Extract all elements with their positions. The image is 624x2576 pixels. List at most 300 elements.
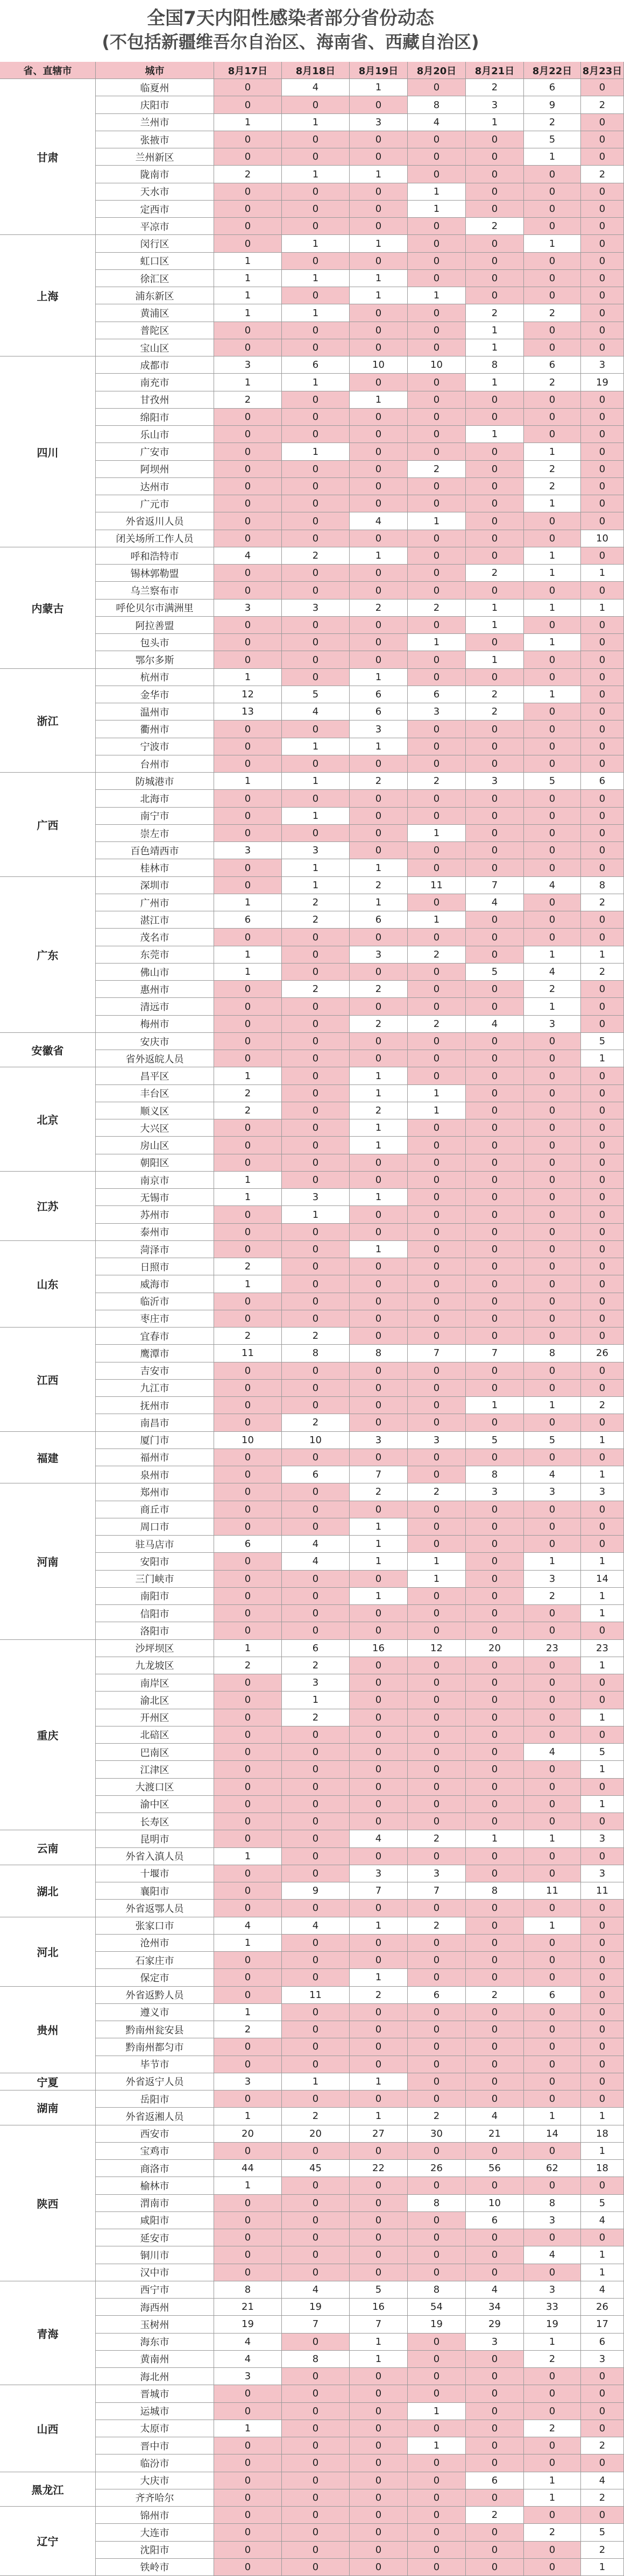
value-cell: 0 xyxy=(214,1900,282,1917)
value-cell: 0 xyxy=(581,1328,624,1345)
value-cell: 3 xyxy=(581,1865,624,1882)
value-cell: 0 xyxy=(524,1518,581,1536)
value-cell: 0 xyxy=(581,547,624,565)
value-cell: 0 xyxy=(466,1380,524,1397)
value-cell: 18 xyxy=(581,2125,624,2143)
city-cell: 晋城市 xyxy=(96,2385,214,2402)
value-cell: 0 xyxy=(214,808,282,825)
value-cell: 0 xyxy=(214,183,282,201)
city-cell: 玉树州 xyxy=(96,2316,214,2333)
value-cell: 0 xyxy=(282,512,350,530)
province-cell: 河北 xyxy=(0,1917,96,1987)
city-cell: 大渡口区 xyxy=(96,1779,214,1796)
value-cell: 0 xyxy=(408,617,466,634)
city-cell: 榆林市 xyxy=(96,2177,214,2194)
value-cell: 1 xyxy=(466,1397,524,1414)
value-cell: 22 xyxy=(350,2160,408,2177)
value-cell: 2 xyxy=(524,478,581,495)
value-cell: 0 xyxy=(466,461,524,478)
value-cell: 2 xyxy=(581,2437,624,2454)
value-cell: 0 xyxy=(466,2420,524,2437)
value-cell: 4 xyxy=(524,1744,581,1761)
value-cell: 0 xyxy=(466,2489,524,2507)
value-cell: 3 xyxy=(214,356,282,374)
province-cell: 陕西 xyxy=(0,2125,96,2281)
value-cell: 0 xyxy=(581,270,624,287)
value-cell: 0 xyxy=(581,720,624,738)
value-cell: 1 xyxy=(581,946,624,964)
city-cell: 沙坪坝区 xyxy=(96,1640,214,1657)
city-cell: 石家庄市 xyxy=(96,1952,214,1969)
value-cell: 0 xyxy=(466,755,524,773)
value-cell: 0 xyxy=(408,1154,466,1172)
value-cell: 0 xyxy=(214,2038,282,2056)
value-cell: 1 xyxy=(581,565,624,582)
value-cell: 2 xyxy=(282,911,350,929)
value-cell: 0 xyxy=(214,755,282,773)
value-cell: 0 xyxy=(524,2004,581,2021)
value-cell: 0 xyxy=(282,2472,350,2489)
column-header: 省、直辖市 xyxy=(0,62,96,79)
city-cell: 顺义区 xyxy=(96,1102,214,1119)
value-cell: 0 xyxy=(214,2212,282,2229)
value-cell: 0 xyxy=(408,1744,466,1761)
value-cell: 0 xyxy=(350,1414,408,1431)
value-cell: 0 xyxy=(350,634,408,651)
value-cell: 0 xyxy=(214,1605,282,1622)
value-cell: 0 xyxy=(524,2385,581,2402)
value-cell: 29 xyxy=(466,2316,524,2333)
value-cell: 0 xyxy=(350,2368,408,2385)
value-cell: 0 xyxy=(214,1553,282,1570)
value-cell: 1 xyxy=(350,1553,408,1570)
value-cell: 0 xyxy=(350,1571,408,1588)
value-cell: 0 xyxy=(282,1397,350,1414)
value-cell: 2 xyxy=(524,374,581,391)
value-cell: 0 xyxy=(282,1483,350,1501)
value-cell: 1 xyxy=(214,946,282,964)
value-cell: 0 xyxy=(214,1726,282,1744)
value-cell: 0 xyxy=(466,530,524,547)
value-cell: 0 xyxy=(282,148,350,166)
value-cell: 0 xyxy=(408,2472,466,2489)
value-cell: 0 xyxy=(581,2021,624,2038)
value-cell: 7 xyxy=(350,2316,408,2333)
value-cell: 2 xyxy=(581,964,624,981)
value-cell: 0 xyxy=(581,1987,624,2004)
value-cell: 0 xyxy=(408,478,466,495)
value-cell: 0 xyxy=(408,894,466,911)
city-cell: 郑州市 xyxy=(96,1483,214,1501)
value-cell: 0 xyxy=(282,2542,350,2559)
value-cell: 2 xyxy=(466,686,524,703)
value-cell: 10 xyxy=(581,530,624,547)
value-cell: 1 xyxy=(408,911,466,929)
province-cell: 黑龙江 xyxy=(0,2472,96,2507)
value-cell: 1 xyxy=(350,1085,408,1102)
value-cell: 1 xyxy=(524,443,581,460)
value-cell: 13 xyxy=(214,703,282,720)
value-cell: 0 xyxy=(581,738,624,755)
value-cell: 1 xyxy=(214,1172,282,1189)
value-cell: 0 xyxy=(466,166,524,183)
city-cell: 开州区 xyxy=(96,1709,214,1726)
city-cell: 海北州 xyxy=(96,2368,214,2385)
value-cell: 0 xyxy=(350,2472,408,2489)
value-cell: 0 xyxy=(350,218,408,235)
value-cell: 0 xyxy=(408,1397,466,1414)
value-cell: 1 xyxy=(214,270,282,287)
value-cell: 0 xyxy=(350,322,408,339)
value-cell: 0 xyxy=(581,495,624,512)
value-cell: 1 xyxy=(350,270,408,287)
value-cell: 6 xyxy=(524,356,581,374)
value-cell: 0 xyxy=(282,1033,350,1050)
value-cell: 0 xyxy=(282,825,350,842)
value-cell: 0 xyxy=(282,1605,350,1622)
value-cell: 0 xyxy=(282,582,350,599)
value-cell: 0 xyxy=(408,998,466,1015)
value-cell: 0 xyxy=(214,1241,282,1258)
value-cell: 0 xyxy=(466,1362,524,1380)
value-cell: 0 xyxy=(466,911,524,929)
value-cell: 0 xyxy=(466,1657,524,1674)
value-cell: 1 xyxy=(282,270,350,287)
city-cell: 南岸区 xyxy=(96,1674,214,1692)
value-cell: 0 xyxy=(214,1588,282,1605)
value-cell: 0 xyxy=(214,96,282,113)
value-cell: 0 xyxy=(350,374,408,391)
value-cell: 2 xyxy=(214,2021,282,2038)
value-cell: 0 xyxy=(581,1900,624,1917)
value-cell: 6 xyxy=(524,79,581,96)
value-cell: 0 xyxy=(524,2021,581,2038)
value-cell: 0 xyxy=(282,131,350,148)
city-cell: 鄂尔多斯 xyxy=(96,651,214,668)
value-cell: 0 xyxy=(466,1692,524,1709)
value-cell: 3 xyxy=(524,2212,581,2229)
city-cell: 宝鸡市 xyxy=(96,2143,214,2160)
city-cell: 福州市 xyxy=(96,1449,214,1466)
value-cell: 0 xyxy=(350,1674,408,1692)
value-cell: 0 xyxy=(350,1622,408,1639)
value-cell: 0 xyxy=(282,1761,350,1778)
value-cell: 1 xyxy=(214,1848,282,1865)
value-cell: 0 xyxy=(408,1310,466,1328)
value-cell: 0 xyxy=(282,720,350,738)
value-cell: 0 xyxy=(214,530,282,547)
value-cell: 3 xyxy=(581,1483,624,1501)
value-cell: 0 xyxy=(408,443,466,460)
value-cell: 2 xyxy=(282,547,350,565)
value-cell: 0 xyxy=(466,2559,524,2576)
value-cell: 0 xyxy=(524,1362,581,1380)
value-cell: 1 xyxy=(524,547,581,565)
value-cell: 0 xyxy=(350,2403,408,2420)
value-cell: 0 xyxy=(524,1536,581,1553)
value-cell: 0 xyxy=(466,1779,524,1796)
value-cell: 2 xyxy=(581,166,624,183)
value-cell: 3 xyxy=(581,356,624,374)
value-cell: 2 xyxy=(350,773,408,790)
value-cell: 2 xyxy=(524,981,581,998)
value-cell: 0 xyxy=(408,2351,466,2368)
value-cell: 0 xyxy=(214,2264,282,2281)
city-cell: 遵义市 xyxy=(96,2004,214,2021)
city-cell: 庆阳市 xyxy=(96,96,214,113)
value-cell: 0 xyxy=(408,409,466,426)
value-cell: 0 xyxy=(408,270,466,287)
value-cell: 3 xyxy=(524,2281,581,2299)
value-cell: 1 xyxy=(214,964,282,981)
value-cell: 0 xyxy=(408,1605,466,1622)
city-cell: 外省返湘人员 xyxy=(96,2108,214,2125)
value-cell: 0 xyxy=(282,1952,350,1969)
value-cell: 1 xyxy=(408,201,466,218)
city-cell: 兰州新区 xyxy=(96,148,214,166)
value-cell: 0 xyxy=(466,1969,524,1986)
value-cell: 0 xyxy=(282,1275,350,1293)
value-cell: 0 xyxy=(581,1779,624,1796)
value-cell: 0 xyxy=(581,79,624,96)
value-cell: 8 xyxy=(408,96,466,113)
value-cell: 0 xyxy=(350,1275,408,1293)
value-cell: 0 xyxy=(214,2246,282,2264)
value-cell: 5 xyxy=(466,964,524,981)
value-cell: 0 xyxy=(581,1380,624,1397)
value-cell: 0 xyxy=(282,2524,350,2541)
value-cell: 11 xyxy=(214,1345,282,1362)
value-cell: 0 xyxy=(524,1674,581,1692)
city-cell: 安庆市 xyxy=(96,1033,214,1050)
value-cell: 0 xyxy=(581,2454,624,2472)
value-cell: 0 xyxy=(214,461,282,478)
value-cell: 0 xyxy=(282,253,350,270)
city-cell: 南宁市 xyxy=(96,808,214,825)
value-cell: 1 xyxy=(214,1935,282,1952)
value-cell: 3 xyxy=(581,1830,624,1847)
value-cell: 0 xyxy=(282,287,350,304)
value-cell: 0 xyxy=(466,1293,524,1310)
value-cell: 0 xyxy=(214,235,282,252)
value-cell: 0 xyxy=(282,2195,350,2212)
value-cell: 0 xyxy=(408,2542,466,2559)
value-cell: 0 xyxy=(214,617,282,634)
value-cell: 0 xyxy=(282,1501,350,1518)
value-cell: 0 xyxy=(214,1987,282,2004)
value-cell: 1 xyxy=(581,2108,624,2125)
value-cell: 0 xyxy=(466,1172,524,1189)
value-cell: 1 xyxy=(350,1119,408,1137)
value-cell: 0 xyxy=(581,2420,624,2437)
city-cell: 外省返川人员 xyxy=(96,512,214,530)
value-cell: 1 xyxy=(408,634,466,651)
value-cell: 3 xyxy=(350,114,408,131)
city-cell: 昆明市 xyxy=(96,1830,214,1847)
value-cell: 1 xyxy=(524,1397,581,1414)
value-cell: 0 xyxy=(581,1275,624,1293)
value-cell: 0 xyxy=(350,183,408,201)
value-cell: 3 xyxy=(214,600,282,617)
value-cell: 20 xyxy=(282,2125,350,2143)
value-cell: 0 xyxy=(581,1449,624,1466)
value-cell: 0 xyxy=(581,1813,624,1830)
value-cell: 0 xyxy=(282,565,350,582)
value-cell: 0 xyxy=(466,183,524,201)
value-cell: 0 xyxy=(408,1119,466,1137)
value-cell: 0 xyxy=(466,1761,524,1778)
value-cell: 0 xyxy=(466,512,524,530)
value-cell: 0 xyxy=(466,391,524,409)
value-cell: 10 xyxy=(466,2195,524,2212)
value-cell: 0 xyxy=(282,1293,350,1310)
value-cell: 0 xyxy=(466,1310,524,1328)
value-cell: 0 xyxy=(524,2090,581,2108)
value-cell: 0 xyxy=(524,1848,581,1865)
value-cell: 0 xyxy=(466,929,524,946)
value-cell: 0 xyxy=(408,1380,466,1397)
value-cell: 0 xyxy=(282,2264,350,2281)
value-cell: 6 xyxy=(408,686,466,703)
value-cell: 8 xyxy=(282,1345,350,1362)
value-cell: 0 xyxy=(466,1328,524,1345)
province-cell: 湖南 xyxy=(0,2090,96,2125)
value-cell: 1 xyxy=(214,374,282,391)
city-cell: 乌兰察布市 xyxy=(96,582,214,599)
value-cell: 0 xyxy=(466,2385,524,2402)
value-cell: 1 xyxy=(350,1588,408,1605)
value-cell: 0 xyxy=(282,2403,350,2420)
city-cell: 咸阳市 xyxy=(96,2212,214,2229)
value-cell: 0 xyxy=(350,1657,408,1674)
value-cell: 0 xyxy=(350,2559,408,2576)
value-cell: 5 xyxy=(581,1744,624,1761)
value-cell: 0 xyxy=(524,1865,581,1882)
city-cell: 省外返皖人员 xyxy=(96,1050,214,1067)
value-cell: 0 xyxy=(350,2004,408,2021)
city-cell: 晋中市 xyxy=(96,2437,214,2454)
value-cell: 1 xyxy=(282,808,350,825)
value-cell: 1 xyxy=(581,600,624,617)
value-cell: 0 xyxy=(214,409,282,426)
city-cell: 长寿区 xyxy=(96,1813,214,1830)
province-cell: 青海 xyxy=(0,2281,96,2386)
value-cell: 1 xyxy=(408,287,466,304)
city-cell: 日照市 xyxy=(96,1258,214,1275)
value-cell: 0 xyxy=(214,1119,282,1137)
value-cell: 0 xyxy=(350,842,408,859)
value-cell: 0 xyxy=(408,1935,466,1952)
city-cell: 防城港市 xyxy=(96,773,214,790)
value-cell: 0 xyxy=(524,1709,581,1726)
value-cell: 1 xyxy=(214,2177,282,2194)
value-cell: 6 xyxy=(214,1536,282,1553)
value-cell: 0 xyxy=(408,1674,466,1692)
value-cell: 0 xyxy=(282,2143,350,2160)
value-cell: 0 xyxy=(350,2056,408,2073)
value-cell: 8 xyxy=(408,2195,466,2212)
value-cell: 0 xyxy=(408,2264,466,2281)
value-cell: 8 xyxy=(350,1345,408,1362)
city-cell: 外省入滇人员 xyxy=(96,1848,214,1865)
city-cell: 徐汇区 xyxy=(96,270,214,287)
value-cell: 1 xyxy=(581,1796,624,1813)
city-cell: 岳阳市 xyxy=(96,2090,214,2108)
value-cell: 0 xyxy=(350,2264,408,2281)
value-cell: 0 xyxy=(214,2403,282,2420)
value-cell: 0 xyxy=(581,1952,624,1969)
value-cell: 4 xyxy=(282,1553,350,1570)
value-cell: 0 xyxy=(466,201,524,218)
value-cell: 0 xyxy=(408,669,466,686)
value-cell: 0 xyxy=(214,1293,282,1310)
value-cell: 4 xyxy=(466,894,524,911)
value-cell: 0 xyxy=(581,617,624,634)
value-cell: 0 xyxy=(466,2454,524,2472)
value-cell: 0 xyxy=(214,512,282,530)
city-cell: 沧州市 xyxy=(96,1935,214,1952)
value-cell: 0 xyxy=(524,2056,581,2073)
value-cell: 7 xyxy=(282,2316,350,2333)
value-cell: 0 xyxy=(581,1102,624,1119)
value-cell: 0 xyxy=(524,2454,581,2472)
value-cell: 2 xyxy=(466,565,524,582)
value-cell: 0 xyxy=(581,651,624,668)
data-table xyxy=(0,62,622,2576)
value-cell: 3 xyxy=(408,1432,466,1449)
value-cell: 0 xyxy=(282,1848,350,1865)
city-cell: 安阳市 xyxy=(96,1553,214,1570)
value-cell: 7 xyxy=(408,1345,466,1362)
value-cell: 2 xyxy=(581,1397,624,1414)
city-cell: 太原市 xyxy=(96,2420,214,2437)
value-cell: 4 xyxy=(466,2281,524,2299)
value-cell: 0 xyxy=(282,1571,350,1588)
value-cell: 0 xyxy=(282,1137,350,1154)
value-cell: 30 xyxy=(408,2125,466,2143)
value-cell: 0 xyxy=(466,1848,524,1865)
city-cell: 周口市 xyxy=(96,1518,214,1536)
value-cell: 1 xyxy=(214,2108,282,2125)
value-cell: 0 xyxy=(282,1154,350,1172)
value-cell: 4 xyxy=(524,1466,581,1483)
value-cell: 7 xyxy=(408,1882,466,1900)
value-cell: 0 xyxy=(524,2559,581,2576)
value-cell: 0 xyxy=(581,131,624,148)
value-cell: 0 xyxy=(282,1744,350,1761)
value-cell: 0 xyxy=(408,651,466,668)
value-cell: 1 xyxy=(282,443,350,460)
value-cell: 0 xyxy=(350,304,408,322)
value-cell: 0 xyxy=(466,1414,524,1431)
value-cell: 0 xyxy=(466,495,524,512)
value-cell: 3 xyxy=(524,1571,581,1588)
value-cell: 1 xyxy=(350,235,408,252)
city-cell: 商丘市 xyxy=(96,1501,214,1518)
value-cell: 0 xyxy=(282,495,350,512)
value-cell: 0 xyxy=(524,1622,581,1639)
value-cell: 0 xyxy=(214,582,282,599)
value-cell: 5 xyxy=(350,2281,408,2299)
province-cell: 河南 xyxy=(0,1483,96,1639)
value-cell: 0 xyxy=(408,339,466,356)
value-cell: 3 xyxy=(282,1674,350,1692)
value-cell: 1 xyxy=(524,2489,581,2507)
value-cell: 0 xyxy=(282,998,350,1015)
value-cell: 1 xyxy=(350,1241,408,1258)
value-cell: 1 xyxy=(524,2472,581,2489)
value-cell: 6 xyxy=(282,356,350,374)
